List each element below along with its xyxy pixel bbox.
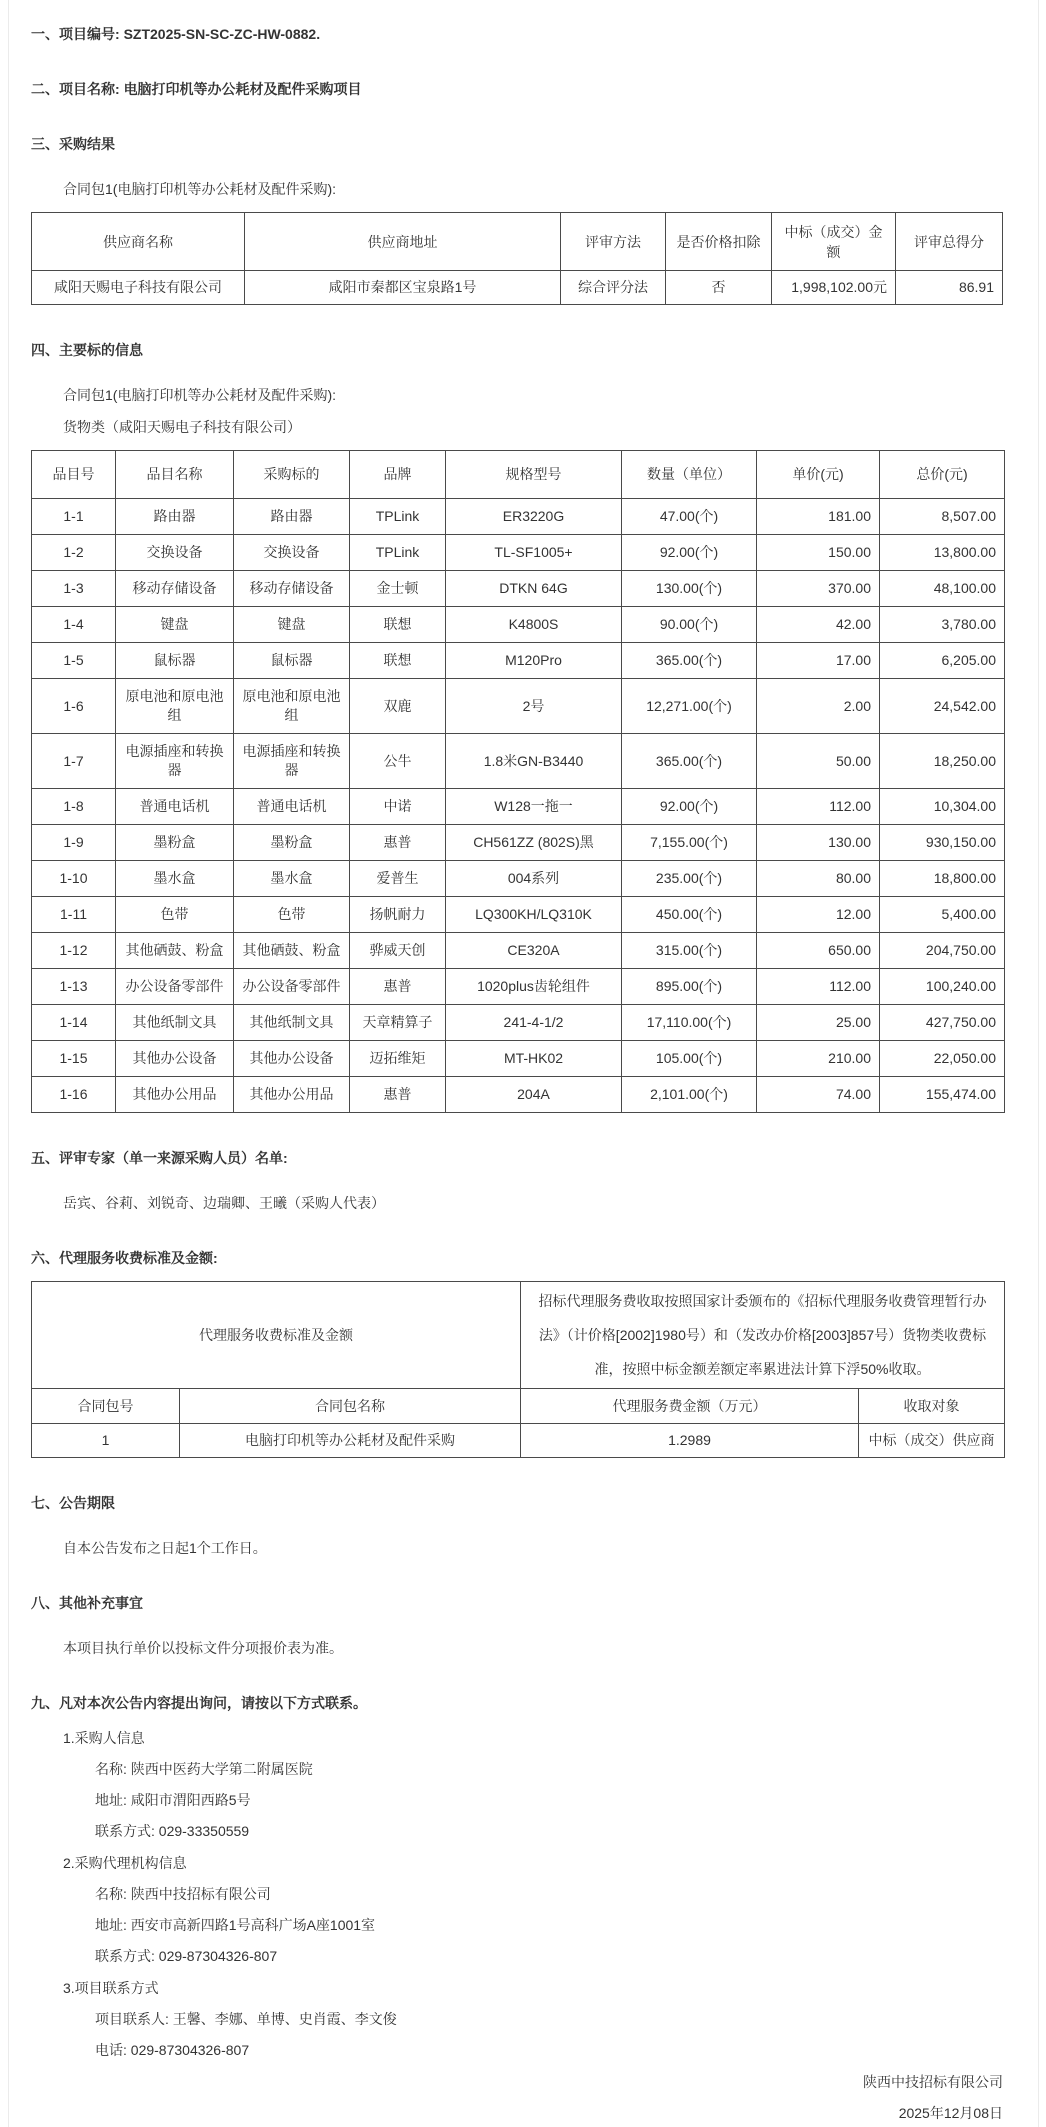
table-row — [32, 271, 1003, 305]
table-cell: K4800S — [446, 607, 622, 643]
table-row — [32, 1077, 1005, 1113]
column-header-package-name: 合同包名称 — [180, 1389, 521, 1424]
table-row — [32, 571, 1005, 607]
table-header-row — [32, 1389, 1005, 1424]
table-cell: 惠普 — [350, 825, 446, 861]
table-cell: 650.00 — [757, 933, 880, 969]
table-cell: 241-4-1/2 — [446, 1005, 622, 1041]
table-cell: 895.00(个) — [622, 969, 757, 1005]
table-row — [32, 861, 1005, 897]
project-contact-title: 3.项目联系方式 — [63, 1980, 159, 1996]
table-cell: 450.00(个) — [622, 897, 757, 933]
table-cell: 金士顿 — [350, 571, 446, 607]
table-cell: 天章精算子 — [350, 1005, 446, 1041]
table-cell: 427,750.00 — [880, 1005, 1005, 1041]
section-announcement-period-heading: 七、公告期限 — [31, 1495, 115, 1511]
table-cell: 墨水盒 — [234, 861, 350, 897]
signature-block — [31, 2073, 1016, 2123]
table-cell: 公牛 — [350, 734, 446, 789]
column-header-package-no: 合同包号 — [32, 1389, 180, 1424]
table-cell: 112.00 — [757, 969, 880, 1005]
table-cell: 1-5 — [32, 643, 116, 679]
table-cell: 22,050.00 — [880, 1041, 1005, 1077]
table-cell: 其他硒鼓、粉盒 — [116, 933, 234, 969]
agency-fee-table — [31, 1281, 1005, 1458]
table-cell: MT-HK02 — [446, 1041, 622, 1077]
table-cell: LQ300KH/LQ310K — [446, 897, 622, 933]
column-header-item-name: 品目名称 — [116, 451, 234, 499]
table-cell: 3,780.00 — [880, 607, 1005, 643]
table-cell: 365.00(个) — [622, 734, 757, 789]
table-cell: 80.00 — [757, 861, 880, 897]
table-cell: 1-2 — [32, 535, 116, 571]
table-cell: 中标（成交）供应商 — [859, 1424, 1005, 1458]
table-cell: 210.00 — [757, 1041, 880, 1077]
table-cell: 12.00 — [757, 897, 880, 933]
column-header-supplier-name: 供应商名称 — [32, 213, 245, 271]
project-name-value: 电脑打印机等办公耗材及配件采购项目 — [123, 81, 362, 97]
purchaser-phone: 联系方式: 029-33350559 — [95, 1823, 250, 1839]
table-cell: 路由器 — [234, 499, 350, 535]
table-cell: 1-8 — [32, 789, 116, 825]
table-cell: 105.00(个) — [622, 1041, 757, 1077]
column-header-item-no: 品目号 — [32, 451, 116, 499]
table-cell: 18,250.00 — [880, 734, 1005, 789]
section-main-subject-heading: 四、主要标的信息 — [31, 342, 143, 358]
table-cell: 惠普 — [350, 969, 446, 1005]
table-cell: 1-3 — [32, 571, 116, 607]
table-cell: 1-13 — [32, 969, 116, 1005]
table-cell: 交换设备 — [116, 535, 234, 571]
result-package-line: 合同包1(电脑打印机等办公耗材及配件采购): — [63, 181, 336, 197]
table-cell: 112.00 — [757, 789, 880, 825]
column-header-fee-payer: 收取对象 — [859, 1389, 1005, 1424]
table-cell: 92.00(个) — [622, 535, 757, 571]
table-row — [32, 969, 1005, 1005]
table-cell: TPLink — [350, 499, 446, 535]
table-row — [32, 1424, 1005, 1458]
table-cell: 17,110.00(个) — [622, 1005, 757, 1041]
table-cell: 130.00(个) — [622, 571, 757, 607]
table-cell: 235.00(个) — [622, 861, 757, 897]
column-header-price-deduction: 是否价格扣除 — [666, 213, 772, 271]
table-cell: 中诺 — [350, 789, 446, 825]
table-cell: 150.00 — [757, 535, 880, 571]
table-cell: 鼠标器 — [116, 643, 234, 679]
table-row — [32, 1005, 1005, 1041]
table-cell: 8,507.00 — [880, 499, 1005, 535]
table-cell: 墨粉盒 — [116, 825, 234, 861]
table-cell: 2,101.00(个) — [622, 1077, 757, 1113]
table-cell: 365.00(个) — [622, 643, 757, 679]
project-number-label: 一、项目编号: — [31, 26, 124, 42]
table-cell: 100,240.00 — [880, 969, 1005, 1005]
table-cell: 1-7 — [32, 734, 116, 789]
agency-phone: 联系方式: 029-87304326-807 — [95, 1948, 278, 1964]
table-cell: 13,800.00 — [880, 535, 1005, 571]
table-cell: 办公设备零部件 — [116, 969, 234, 1005]
table-cell: 18,800.00 — [880, 861, 1005, 897]
table-cell: TPLink — [350, 535, 446, 571]
table-cell: 键盘 — [116, 607, 234, 643]
column-header-fee-amount: 代理服务费金额（万元） — [521, 1389, 859, 1424]
table-cell: DTKN 64G — [446, 571, 622, 607]
table-cell: W128一拖一 — [446, 789, 622, 825]
table-cell: 155,474.00 — [880, 1077, 1005, 1113]
experts-list: 岳宾、谷莉、刘锐奇、边瑞卿、王曦（采购人代表） — [63, 1195, 385, 1211]
table-cell: 原电池和原电池组 — [116, 679, 234, 734]
table-cell: 17.00 — [757, 643, 880, 679]
supplementary-text: 本项目执行单价以投标文件分项报价表为准。 — [63, 1640, 343, 1656]
table-cell: 电脑打印机等办公耗材及配件采购 — [180, 1424, 521, 1458]
table-header-row — [32, 451, 1005, 499]
table-cell: 双鹿 — [350, 679, 446, 734]
table-cell: 骅威天创 — [350, 933, 446, 969]
project-name-heading — [31, 80, 1016, 99]
table-cell: 930,150.00 — [880, 825, 1005, 861]
table-row — [32, 825, 1005, 861]
table-row — [32, 933, 1005, 969]
table-cell: 24,542.00 — [880, 679, 1005, 734]
table-cell: 42.00 — [757, 607, 880, 643]
table-cell: 其他办公用品 — [234, 1077, 350, 1113]
project-number-heading — [31, 25, 1016, 44]
table-cell: 1,998,102.00元 — [772, 271, 896, 305]
purchaser-address: 地址: 咸阳市渭阳西路5号 — [95, 1792, 251, 1808]
table-cell: 1-9 — [32, 825, 116, 861]
table-cell: 48,100.00 — [880, 571, 1005, 607]
table-row — [32, 607, 1005, 643]
section-agency-fee-heading: 六、代理服务收费标准及金额: — [31, 1250, 218, 1266]
table-cell: M120Pro — [446, 643, 622, 679]
table-cell: 92.00(个) — [622, 789, 757, 825]
table-cell: 90.00(个) — [622, 607, 757, 643]
table-cell: 电源插座和转换器 — [234, 734, 350, 789]
table-cell: 普通电话机 — [234, 789, 350, 825]
table-row — [32, 897, 1005, 933]
table-row — [32, 499, 1005, 535]
table-cell: 鼠标器 — [234, 643, 350, 679]
table-cell: 12,271.00(个) — [622, 679, 757, 734]
table-cell: 其他办公设备 — [116, 1041, 234, 1077]
table-row — [32, 679, 1005, 734]
column-header-procurement-subject: 采购标的 — [234, 451, 350, 499]
table-cell: 1-14 — [32, 1005, 116, 1041]
table-cell: 键盘 — [234, 607, 350, 643]
table-row — [32, 535, 1005, 571]
announcement-period-text: 自本公告发布之日起1个工作日。 — [63, 1540, 267, 1556]
table-cell: 其他纸制文具 — [234, 1005, 350, 1041]
column-header-total-score: 评审总得分 — [896, 213, 1003, 271]
table-cell: 移动存储设备 — [116, 571, 234, 607]
table-cell: 其他办公用品 — [116, 1077, 234, 1113]
table-cell: CE320A — [446, 933, 622, 969]
table-cell: 其他硒鼓、粉盒 — [234, 933, 350, 969]
column-header-quantity-unit: 数量（单位） — [622, 451, 757, 499]
table-cell: 004系列 — [446, 861, 622, 897]
items-table — [31, 450, 1005, 1113]
table-cell: 1-11 — [32, 897, 116, 933]
items-package-line: 合同包1(电脑打印机等办公耗材及配件采购): — [63, 387, 336, 403]
table-cell: 204,750.00 — [880, 933, 1005, 969]
table-cell: 47.00(个) — [622, 499, 757, 535]
table-cell: 电源插座和转换器 — [116, 734, 234, 789]
table-cell: 1 — [32, 1424, 180, 1458]
table-row — [32, 1041, 1005, 1077]
issue-date: 2025年12月08日 — [898, 2105, 1003, 2121]
table-cell: 25.00 — [757, 1005, 880, 1041]
table-cell: 181.00 — [757, 499, 880, 535]
table-cell: 1-15 — [32, 1041, 116, 1077]
table-cell: 7,155.00(个) — [622, 825, 757, 861]
table-cell: 370.00 — [757, 571, 880, 607]
section-supplementary-heading: 八、其他补充事宜 — [31, 1595, 143, 1611]
section-experts-heading: 五、评审专家（单一来源采购人员）名单: — [31, 1150, 288, 1166]
table-cell: 204A — [446, 1077, 622, 1113]
table-cell: TL-SF1005+ — [446, 535, 622, 571]
table-cell: 联想 — [350, 643, 446, 679]
table-cell: 墨粉盒 — [234, 825, 350, 861]
fee-standard-row — [32, 1282, 1005, 1389]
table-cell: 1.2989 — [521, 1424, 859, 1458]
table-cell: 普通电话机 — [116, 789, 234, 825]
column-header-unit-price: 单价(元) — [757, 451, 880, 499]
table-cell: 315.00(个) — [622, 933, 757, 969]
items-category-line: 货物类（咸阳天赐电子科技有限公司） — [63, 419, 301, 435]
table-cell: 原电池和原电池组 — [234, 679, 350, 734]
project-contact-persons: 项目联系人: 王馨、李娜、单博、史肖霞、李文俊 — [95, 2011, 397, 2027]
table-header-row — [32, 213, 1003, 271]
section-contact-heading: 九、凡对本次公告内容提出询问，请按以下方式联系。 — [31, 1695, 367, 1711]
table-cell: 爱普生 — [350, 861, 446, 897]
agency-name: 名称: 陕西中技招标有限公司 — [95, 1886, 271, 1902]
table-row — [32, 734, 1005, 789]
table-cell: 墨水盒 — [116, 861, 234, 897]
table-cell: 综合评分法 — [561, 271, 666, 305]
table-cell: 移动存储设备 — [234, 571, 350, 607]
table-cell: 咸阳市秦都区宝泉路1号 — [245, 271, 561, 305]
issuer-org: 陕西中技招标有限公司 — [863, 2074, 1003, 2090]
fee-standard-text: 招标代理服务费收取按照国家计委颁布的《招标代理服务收费管理暂行办法》（计价格[2002]1980号）和（发改办价格[2003]857号）货物类收费标准，按照中标金额差额定率累进法计算下浮50%收取。 — [521, 1282, 1005, 1389]
column-header-award-amount: 中标（成交）金额 — [772, 213, 896, 271]
column-header-brand: 品牌 — [350, 451, 446, 499]
table-row — [32, 643, 1005, 679]
procurement-result-table — [31, 212, 1003, 305]
table-cell: 1-6 — [32, 679, 116, 734]
agency-info-title: 2.采购代理机构信息 — [63, 1855, 187, 1871]
table-cell: 否 — [666, 271, 772, 305]
table-cell: 色带 — [116, 897, 234, 933]
column-header-review-method: 评审方法 — [561, 213, 666, 271]
project-contact-phone: 电话: 029-87304326-807 — [95, 2042, 250, 2058]
table-cell: 5,400.00 — [880, 897, 1005, 933]
table-cell: 130.00 — [757, 825, 880, 861]
agency-address: 地址: 西安市高新四路1号高科广场A座1001室 — [95, 1917, 376, 1933]
table-cell: 1020plus齿轮组件 — [446, 969, 622, 1005]
table-cell: 74.00 — [757, 1077, 880, 1113]
table-cell: 交换设备 — [234, 535, 350, 571]
table-cell: 1-16 — [32, 1077, 116, 1113]
table-cell: 迈拓维矩 — [350, 1041, 446, 1077]
table-cell: 联想 — [350, 607, 446, 643]
table-cell: 路由器 — [116, 499, 234, 535]
project-number-value: SZT2025-SN-SC-ZC-HW-0882. — [123, 26, 321, 42]
table-cell: 2.00 — [757, 679, 880, 734]
fee-standard-label: 代理服务收费标准及金额 — [32, 1282, 521, 1389]
table-cell: CH561ZZ (802S)黑 — [446, 825, 622, 861]
table-cell: 1-4 — [32, 607, 116, 643]
table-cell: 其他办公设备 — [234, 1041, 350, 1077]
column-header-supplier-address: 供应商地址 — [245, 213, 561, 271]
purchaser-name: 名称: 陕西中医药大学第二附属医院 — [95, 1761, 313, 1777]
column-header-total-price: 总价(元) — [880, 451, 1005, 499]
table-cell: 2号 — [446, 679, 622, 734]
table-cell: 6,205.00 — [880, 643, 1005, 679]
project-name-label: 二、项目名称: — [31, 81, 124, 97]
contact-section — [31, 1729, 1016, 2060]
column-header-spec-model: 规格型号 — [446, 451, 622, 499]
table-cell: 86.91 — [896, 271, 1003, 305]
table-cell: 咸阳天赐电子科技有限公司 — [32, 271, 245, 305]
table-cell: 其他纸制文具 — [116, 1005, 234, 1041]
table-cell: 50.00 — [757, 734, 880, 789]
table-cell: 色带 — [234, 897, 350, 933]
table-cell: 扬帆耐力 — [350, 897, 446, 933]
table-cell: 惠普 — [350, 1077, 446, 1113]
table-cell: ER3220G — [446, 499, 622, 535]
table-cell: 办公设备零部件 — [234, 969, 350, 1005]
purchaser-info-title: 1.采购人信息 — [63, 1730, 145, 1746]
section-procurement-result-heading: 三、采购结果 — [31, 136, 115, 152]
table-cell: 1-10 — [32, 861, 116, 897]
table-cell: 1.8米GN-B3440 — [446, 734, 622, 789]
table-cell: 10,304.00 — [880, 789, 1005, 825]
table-cell: 1-1 — [32, 499, 116, 535]
table-row — [32, 789, 1005, 825]
table-cell: 1-12 — [32, 933, 116, 969]
